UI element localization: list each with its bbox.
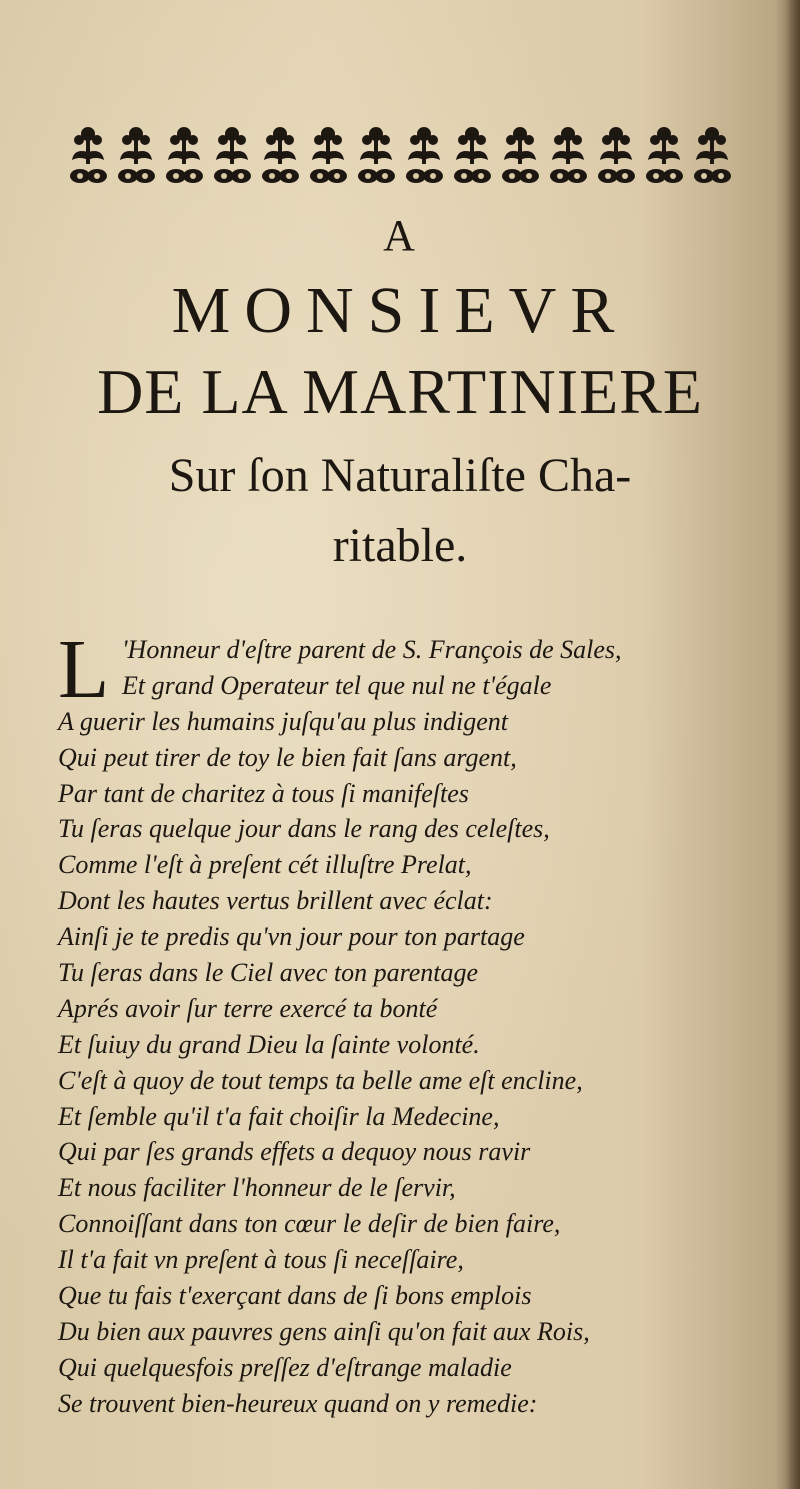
poem-line: A guerir les humains juſqu'au plus indigent xyxy=(58,706,508,736)
poem-line: Comme l'eſt à preſent cét illuſtre Prelat, xyxy=(58,850,472,880)
poem-line: Connoiſſant dans ton cœur le deſir de bien faire, xyxy=(58,1209,561,1239)
page-edge-shadow xyxy=(786,0,800,1489)
poem-line: 'Honneur d'eſtre parent de S. François de Sales, xyxy=(122,635,622,664)
poem-line: Et grand Operateur tel que nul ne t'égale xyxy=(122,670,552,700)
poem-line: Que tu fais t'exerçant dans de ſi bons emplois xyxy=(58,1281,532,1311)
fleuron-border-icon xyxy=(68,118,740,190)
poem-line: Qui peut tirer de toy le bien fait ſans argent, xyxy=(58,742,517,772)
poem-line: Se trouvent bien-heureux quand on y remedie: xyxy=(58,1388,538,1418)
poem-line: C'eſt à quoy de tout temps ta belle ame eſt encline, xyxy=(58,1065,583,1095)
poem-line: Tu ſeras dans le Ciel avec ton parentage xyxy=(58,958,479,988)
poem-line: Aprés avoir ſur terre exercé ta bonté xyxy=(58,993,438,1023)
poem-line: Et ſemble qu'il t'a fait choiſir la Medecine, xyxy=(58,1101,500,1131)
poem-line: Du bien aux pauvres gens ainſi qu'on fait aux Rois, xyxy=(58,1316,590,1346)
poem-body xyxy=(58,632,758,1422)
poem-line: Par tant de charitez à tous ſi manifeſtes xyxy=(58,778,469,808)
poem-line: Et ſuiuy du grand Dieu la ſainte volonté. xyxy=(58,1029,480,1059)
poem-line: Tu ſeras quelque jour dans le rang des celeſtes, xyxy=(58,814,550,844)
heading-line-name: DE LA MARTINIERE xyxy=(97,356,703,427)
drop-cap: L xyxy=(58,623,110,716)
heading-line-monsieur: MONSIEVR xyxy=(171,274,629,347)
poem-line: Dont les hautes vertus brillent avec éclat: xyxy=(58,886,493,916)
heading-subtitle-line-2: ritable. xyxy=(332,519,468,572)
heading-line-a: A xyxy=(383,211,417,260)
heading-subtitle-line-1: Sur ſon Naturaliſte Cha- xyxy=(168,449,632,502)
poem-line: Et nous faciliter l'honneur de le ſervir, xyxy=(58,1173,456,1203)
poem-line: Ainſi je te predis qu'vn jour pour ton partage xyxy=(58,922,525,952)
poem-line: Qui quelquesfois preſſez d'eſtrange maladie xyxy=(58,1352,512,1382)
poem-line: Qui par ſes grands effets a dequoy nous ravir xyxy=(58,1137,531,1167)
poem-line: Il t'a fait vn preſent à tous ſi neceſſaire, xyxy=(58,1245,464,1275)
